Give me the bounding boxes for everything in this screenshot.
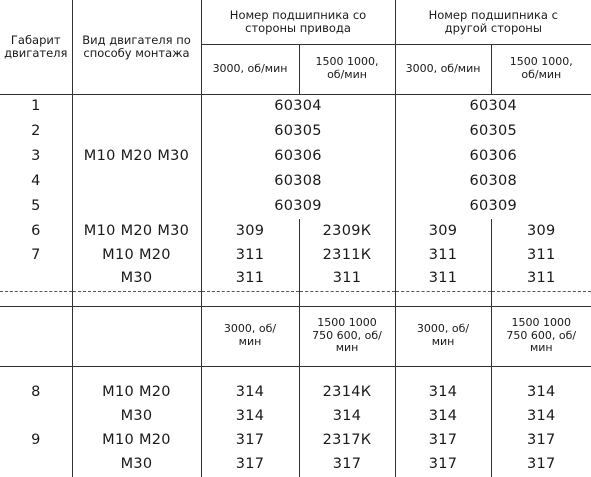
mount-cell: М30 (72, 405, 201, 429)
drive-bearing-merged: 60305 (201, 119, 395, 144)
subheader-other-3000: 3000, об/мин (395, 306, 491, 366)
drive-3000-cell: 309 (201, 219, 299, 243)
mount-cell: М10 М20 (72, 429, 201, 453)
drive-1500-cell: 2309К (299, 219, 395, 243)
drive-3000-cell: 311 (201, 243, 299, 267)
other-3000-cell: 314 (395, 381, 491, 405)
mount-cell: М10 М20 М30 (72, 219, 201, 243)
subheader-drive-multi: 1500 1000 750 600, об/мин (299, 306, 395, 366)
gabarit-cell: 6 (0, 219, 72, 243)
header-drive-3000: 3000, об/мин (201, 44, 299, 94)
other-multi-cell: 317 (526, 432, 556, 449)
drive-3000-cell: 317 (201, 429, 299, 453)
other-bearing-merged: 60309 (469, 198, 518, 215)
gabarit-cell: 5 (0, 194, 72, 219)
drive-multi-cell: 314 (299, 405, 395, 429)
drive-bearing-merged: 60304 (201, 94, 395, 119)
header-mount-type: Вид двигателя по способу монтажа (72, 0, 201, 94)
other-3000-cell: 317 (395, 429, 491, 453)
gabarit-cell (0, 405, 72, 429)
mount-cell: М10 М20 (72, 381, 201, 405)
other-1500-cell: 311 (526, 246, 556, 263)
drive-1500-cell: 311 (299, 267, 395, 291)
gabarit-cell: 4 (0, 169, 72, 194)
other-3000-cell: 311 (395, 267, 491, 291)
other-3000-cell: 314 (395, 405, 491, 429)
gabarit-cell: 8 (0, 381, 72, 405)
other-1500-cell: 309 (526, 222, 556, 239)
other-3000-cell: 309 (395, 219, 491, 243)
drive-3000-cell: 314 (201, 381, 299, 405)
mount-cell: М30 (72, 453, 201, 477)
header-drive-1500-1000: 1500 1000, об/мин (299, 44, 395, 94)
other-bearing-merged: 60305 (469, 123, 518, 140)
drive-multi-cell: 2317К (299, 429, 395, 453)
header-drive-side: Номер подшипника со стороны привода (201, 0, 395, 44)
other-multi-cell: 317 (526, 456, 556, 473)
drive-multi-cell: 317 (299, 453, 395, 477)
drive-bearing-merged: 60306 (201, 144, 395, 169)
other-multi-cell: 314 (526, 384, 556, 401)
drive-multi-cell: 2314К (299, 381, 395, 405)
other-3000-cell: 317 (395, 453, 491, 477)
gabarit-cell: 9 (0, 429, 72, 453)
header-other-3000: 3000, об/мин (395, 44, 491, 94)
header-other-side: Номер подшипника с другой стороны (395, 0, 591, 44)
other-3000-cell: 311 (395, 243, 491, 267)
blank-cell (0, 306, 72, 366)
drive-bearing-merged: 60308 (201, 169, 395, 194)
gabarit-cell: 7 (0, 243, 72, 267)
gabarit-cell: 1 (0, 94, 72, 119)
gabarit-cell (0, 267, 72, 291)
blank-cell (72, 306, 201, 366)
gabarit-cell: 3 (0, 144, 72, 169)
gabarit-cell: 2 (0, 119, 72, 144)
mount-cell: М10 М20 (72, 243, 201, 267)
other-bearing-merged: 60308 (469, 173, 518, 190)
other-bearing-merged: 60304 (469, 98, 518, 115)
header-gabarit: Габарит двигателя (0, 0, 72, 94)
other-1500-cell: 311 (491, 267, 591, 291)
other-bearing-merged: 60306 (469, 148, 518, 165)
subheader-drive-3000: 3000, об/мин (201, 306, 299, 366)
drive-3000-cell: 311 (201, 267, 299, 291)
subheader-other-multi: 1500 1000 750 600, об/мин (491, 306, 591, 366)
drive-bearing-merged: 60309 (201, 194, 395, 219)
drive-3000-cell: 314 (201, 405, 299, 429)
drive-1500-cell: 2311К (299, 243, 395, 267)
other-multi-cell: 314 (526, 408, 556, 425)
header-other-1500-1000: 1500 1000, об/мин (491, 44, 591, 94)
gabarit-cell (0, 453, 72, 477)
mount-cell: М10 М20 М30 (72, 94, 201, 219)
drive-3000-cell: 317 (201, 453, 299, 477)
mount-cell: М30 (72, 267, 201, 291)
